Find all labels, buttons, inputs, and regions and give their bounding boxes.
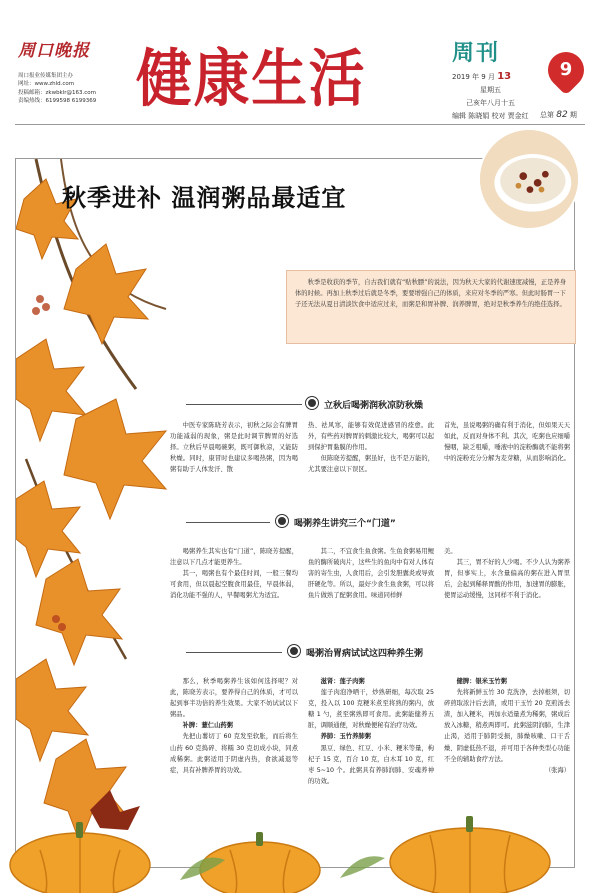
section-heading: 立秋后喝粥润秋凉防秋燥 [306, 397, 423, 411]
headline: 秋季进补 温润粥品最适宜 [62, 183, 347, 212]
info-line: 周口报业传媒集团主办 [18, 73, 74, 79]
date-day: 13 [497, 71, 512, 82]
paragraph: 但陈晓芳提醒，粥虽好，也不是万能的，尤其要注意以下误区。 [308, 455, 434, 474]
paragraph: 喝粥养生其实也有“门道”，陈晓芳提醒，注意以下几点才能更养生。 [170, 548, 298, 567]
article-column [170, 676, 298, 786]
article-column [444, 546, 570, 626]
author-signature: （张海） [544, 766, 570, 774]
paper-logo: 周口晚报 [18, 41, 90, 61]
subheading: 养肺：玉竹养肺粥 [320, 733, 371, 741]
paragraph: 美。 [444, 548, 457, 555]
article-column [170, 420, 298, 498]
paragraph: 先将新鲜玉竹 30 克洗净，去掉根须，切碎煎取浓汁后去渣，或用干玉竹 20 克煎汤去渣，加入粳米，再加水适量煮为稀粥，粥成后放入冰糖，稍煮两即可。此粥滋阴润肺，生津止渴，适用于肺阴受损，肺燥咳嗽、口干舌燥、阴虚低热不退，并可用于各种类型心功能不全的辅助食疗方法。 [444, 689, 570, 763]
section-rule [186, 522, 270, 523]
section-heading: 喝粥养生讲究三个“门道” [276, 515, 396, 529]
article-column [308, 676, 434, 786]
page-number-badge [541, 45, 592, 96]
info-line: 投稿邮箱：zkwbklr@163.com [18, 89, 97, 96]
paragraph: 其三，胃不好的人少喝。不少人认为粥养胃，但事实上，水含量偏高的粥在进入胃里后，会起到稀释胃酸的作用，加速胃的膨胀，使胃运动缓慢，这同样不利于消化。 [444, 559, 570, 600]
article-column [170, 546, 298, 626]
paragraph: 其二，不宜食生鱼食粥。生鱼食粥易用鲤鱼的酶所破肉片，这些生的鱼肉中有对人体有害的寄生虫，人食用后，会引发胆囊炎或导致肝硬化等。所以，最好少食生鱼食粥，可以将鱼片做熟了配粥食用。味道同样鲜 [308, 548, 434, 600]
total-suffix: 期 [569, 111, 577, 119]
weekly-label: 周刊 [452, 41, 501, 66]
publisher-info [18, 72, 138, 105]
paragraph: 热、祛风寒，能够有效促进感冒的痊愈。此外，有些药对脾胃的刺激比较大，喝粥可以起到保护胃黏膜的作用。 [308, 422, 434, 452]
autumn-leaves-decoration [16, 159, 186, 867]
masthead [0, 0, 600, 130]
congee-bowl-photo [478, 128, 580, 230]
pumpkins-decoration [0, 780, 600, 893]
article-column [444, 676, 570, 786]
lunar-date: 己亥年八月十五 [466, 99, 515, 107]
paragraph: 其一，喝粥也有个最佳时间，一般三餐均可食用，但以晨起空腹食用最佳，早晨体弱，消化功能不强的人，早餐喝粥尤为适宜。 [170, 570, 298, 600]
paragraph: 中医专家陈晓芳表示，初秋之际会有脾胃功能减弱的现象，粥是此时调节脾胃的好选择。立秋后早晨喝碗粥，既可御秋凉，又能防秋燥。同时，康冒时也建议多喝热粥，因为喝粥有助于人体发汗、散 [170, 422, 298, 474]
total-label: 总第 [540, 111, 554, 119]
section-title: 健康生活 [136, 42, 367, 115]
section-rule [186, 404, 302, 405]
info-line: 网址：www.zhld.com [18, 81, 75, 88]
article-column [308, 420, 434, 498]
paragraph: 先把山薯切丁 60 克发至软胀，而后将生山药 60 克捣碎、将糯 30 克切成小块，同煮成稀粥。此粥适用于阴虚内热，食欲减退等症，具有补脾养胃的功效。 [170, 733, 298, 774]
subheading: 滋肾：莲子肉粥 [320, 678, 365, 685]
article-column [308, 546, 434, 626]
section-rule [186, 652, 282, 653]
paragraph: 黑豆、绿色、红豆、小米、粳米等量，枸杞子 15 克，百合 10 克，白木耳 10 克，红枣 5~10 个。此粥具有养肺润肺、安魂养神的功效。 [308, 744, 434, 785]
info-line: 责编热线：6199598 6199369 [18, 97, 97, 104]
section-heading: 喝粥治胃病试试这四种养生粥 [288, 645, 423, 659]
paragraph: 首先，虽说喝粥的确有利于消化，但如果天天如此，反而对身体不利。其次，吃粥也应细嚼慢咽，缺乏咀嚼，唾液中的淀粉酶就不能将粥中的淀粉充分分解为麦芽糖，从而影响消化。 [444, 422, 570, 463]
article-column [444, 420, 570, 498]
editors: 编辑 陈晓娟 校对 贾金红 [452, 112, 529, 120]
subheading: 补脾：薏仁山药粥 [182, 722, 233, 730]
paragraph: 莲子肉泡净晒干，炒熟研细，每次取 25 克，投入以 100 克粳米煮至将熟的粥内，放糖 1 勺，煮至粥熟即可食用。此粥能健养五脏，调顺通便，对秋燥便秘有治疗功效。 [308, 689, 434, 730]
date-prefix: 2019 年 9 月 [452, 73, 495, 81]
total-number: 82 [556, 110, 568, 120]
paragraph: 那么，秋季喝粥养生该如何选择呢？对此，陈晓芳表示，要养得自己的体质，才可以起到事半功倍的养生效果。大家不妨试试以下粥品。 [170, 678, 298, 719]
page-number: 9 [559, 59, 573, 80]
subheading: 健脾：银米玉竹粥 [456, 678, 507, 685]
intro-box: 秋季是收获的季节，自古我们就有“贴秋膘”的说法，因为秋天大家的代谢速度减慢，正是养身体的时候。再加上秋季过后就是冬季，要要增强自己的体质，来应对冬季的严寒。但此时肠胃一下子还无法从夏日清淡饮食中适应过来，而粥是和胃补脾、润养脾胃，绝对是秋季养生的绝佳选择。 [286, 270, 576, 344]
weekday: 星期五 [480, 86, 501, 94]
total-issue [540, 110, 577, 120]
masthead-rule [15, 124, 585, 125]
